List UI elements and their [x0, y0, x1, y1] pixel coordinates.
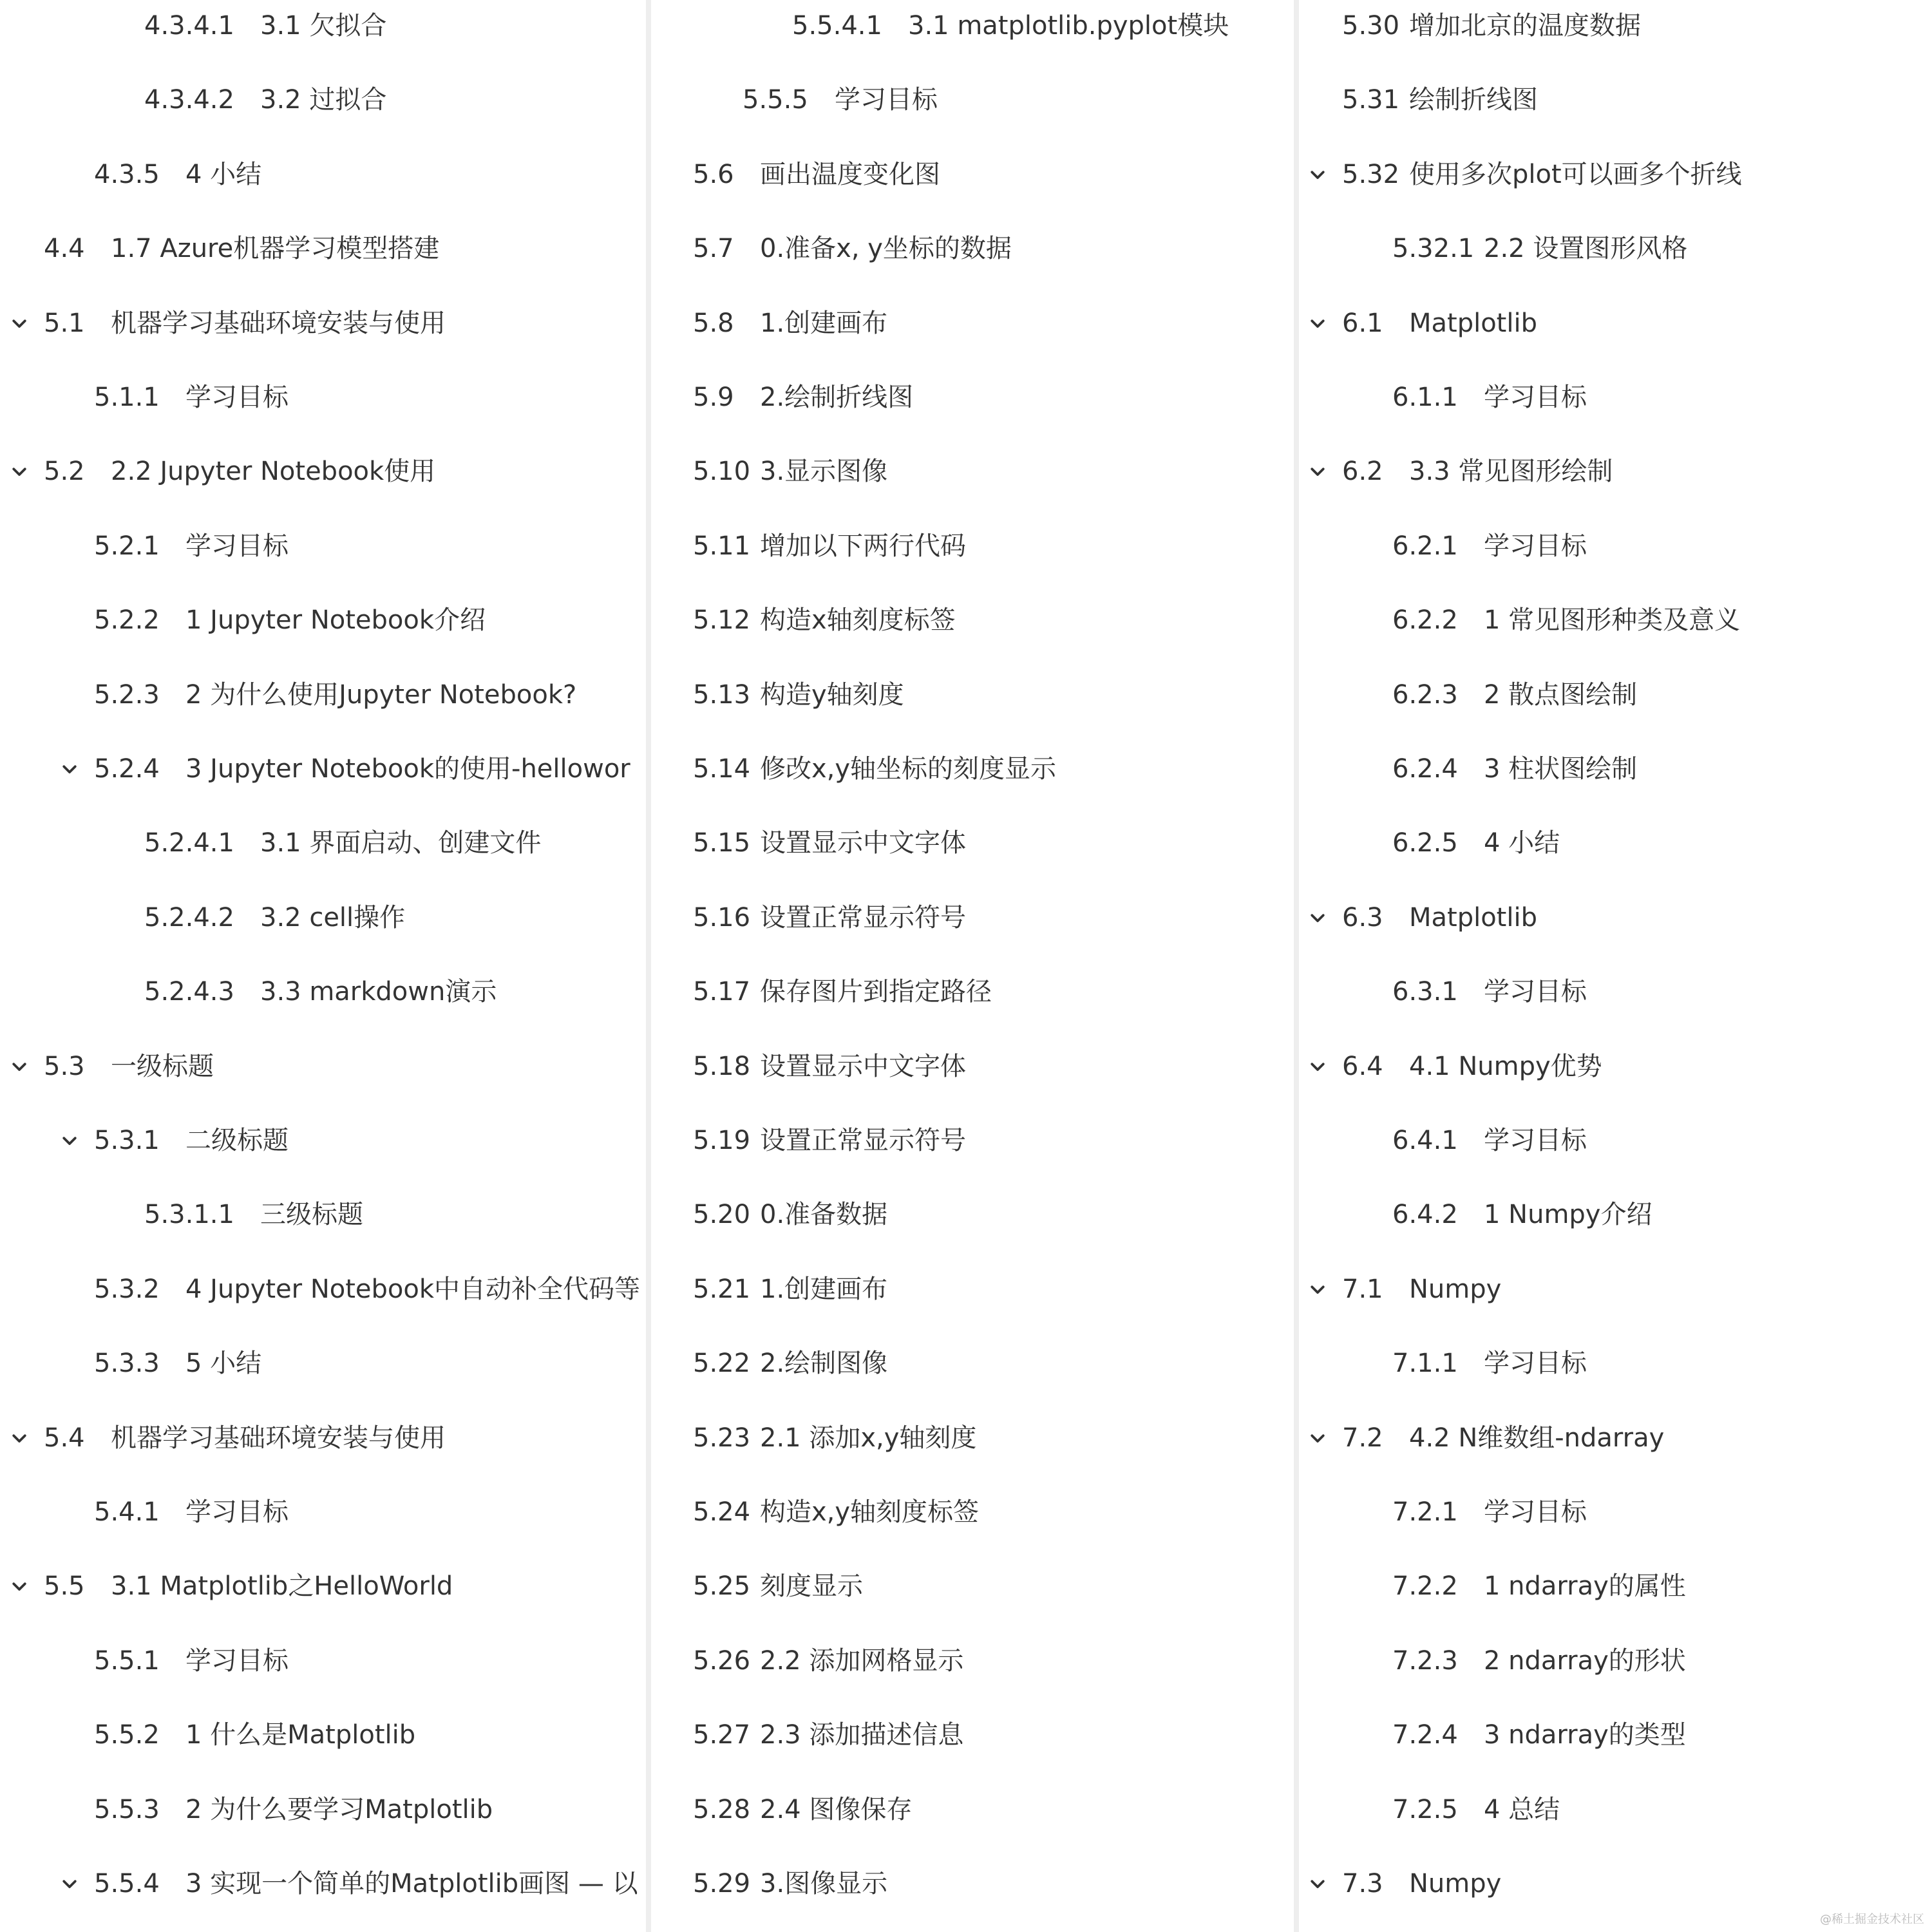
toc-item-title: 1 ndarray的属性: [1484, 1571, 1686, 1602]
toc-item-title: Matplotlib: [1409, 308, 1537, 338]
toc-item-number: 6.1: [1342, 308, 1383, 338]
toc-item-number: 5.23: [693, 1423, 751, 1453]
toc-item-title: 3.1 Matplotlib之HelloWorld: [111, 1571, 453, 1602]
toc-item-number: 5.3.1.1: [144, 1200, 234, 1230]
toc-item-title: 1.7 Azure机器学习模型搭建: [111, 234, 440, 264]
toc-item-title: 3.显示图像: [760, 457, 888, 487]
toc-item-number: 6.2.3: [1392, 679, 1458, 710]
toc-item-number: 5.16: [693, 902, 751, 933]
toc-item-title: 2.绘制图像: [760, 1349, 888, 1379]
toc-item-number: 5.28: [693, 1794, 751, 1824]
toc-item-number: 5.22: [693, 1349, 751, 1379]
chevron-down-icon[interactable]: [1303, 1052, 1332, 1081]
toc-item-7-1[interactable]: [1299, 1264, 1932, 1315]
watermark: @稀土掘金技术社区: [1820, 1913, 1924, 1926]
toc-item-5-17[interactable]: [651, 966, 1294, 1018]
toc-item-title: 学习目标: [185, 1497, 289, 1527]
toc-item-number: 6.4.1: [1392, 1126, 1458, 1155]
toc-item-5-9[interactable]: [651, 372, 1294, 423]
toc-item-number: 6.2.1: [1392, 531, 1458, 561]
toc-item-title: 3 Jupyter Notebook的使用-hellowor: [185, 754, 630, 784]
toc-item-title: 构造y轴刻度: [760, 679, 904, 710]
toc-item-title: 2.绘制折线图: [760, 383, 914, 412]
toc-item-title: 3 实现一个简单的Matplotlib画图 — 以: [185, 1869, 638, 1899]
toc-item-5-3-1[interactable]: [0, 1115, 646, 1166]
toc-item-7-2-2[interactable]: [1299, 1560, 1932, 1612]
chevron-down-icon[interactable]: [1303, 1275, 1332, 1303]
toc-item-number: 5.4: [44, 1423, 85, 1453]
toc-item-5-3-1-1[interactable]: [0, 1189, 646, 1240]
toc-item-5-2-4-3[interactable]: [0, 966, 646, 1018]
toc-item-number: 4.3.4.2: [144, 85, 234, 115]
toc-item-title: 3.1 界面启动、创建文件: [260, 828, 542, 858]
toc-item-title: 3.1 欠拟合: [260, 11, 387, 41]
toc-item-number: 5.5.5: [743, 85, 808, 115]
toc-item-5-8[interactable]: [651, 298, 1294, 349]
toc-item-5-27[interactable]: [651, 1709, 1294, 1761]
toc-item-number: 5.1.1: [94, 383, 160, 412]
toc-item-5-2-4-1[interactable]: [0, 817, 646, 869]
toc-item-number: 5.2.4.2: [144, 902, 234, 933]
toc-item-title: 3.图像显示: [760, 1869, 888, 1899]
toc-item-title: 学习目标: [1484, 531, 1587, 561]
toc-item-number: 5.5.1: [94, 1645, 160, 1676]
toc-item-5-3-3[interactable]: [0, 1338, 646, 1389]
toc-item-number: 4.4: [44, 234, 85, 264]
toc-item-title: 4.2 N维数组-ndarray: [1409, 1423, 1665, 1453]
toc-item-title: 三级标题: [260, 1200, 363, 1230]
chevron-down-icon[interactable]: [55, 1126, 84, 1155]
toc-item-title: 设置显示中文字体: [760, 828, 966, 858]
toc-item-title: 2.1 添加x,y轴刻度: [760, 1423, 977, 1453]
toc-item-4-3-4-2[interactable]: [0, 74, 646, 126]
toc-item-title: 设置正常显示符号: [760, 902, 966, 933]
toc-item-number: 7.2: [1342, 1423, 1383, 1453]
toc-item-title: 1.创建画布: [760, 1274, 888, 1304]
toc-item-title: 刻度显示: [760, 1571, 863, 1602]
toc-item-number: 5.8: [693, 308, 734, 338]
toc-item-number: 7.1.1: [1392, 1349, 1458, 1379]
toc-item-number: 5.5: [44, 1571, 85, 1602]
toc-item-title: 增加北京的温度数据: [1409, 11, 1641, 41]
toc-item-number: 5.12: [693, 605, 751, 636]
toc-item-5-25[interactable]: [651, 1560, 1294, 1612]
toc-item-number: 6.2.4: [1392, 754, 1458, 784]
toc-item-number: 6.1.1: [1392, 383, 1458, 412]
toc-item-title: 3.3 常见图形绘制: [1409, 457, 1613, 487]
toc-item-title: 设置正常显示符号: [760, 1126, 966, 1155]
toc-item-title: 机器学习基础环境安装与使用: [111, 308, 446, 338]
toc-item-number: 5.2.2: [94, 605, 160, 636]
toc-item-5-4[interactable]: [0, 1412, 646, 1464]
toc-item-5-31[interactable]: [1299, 74, 1932, 126]
toc-item-5-1-1[interactable]: [0, 372, 646, 423]
toc-item-number: 5.26: [693, 1645, 751, 1676]
toc-item-title: 构造x轴刻度标签: [760, 605, 956, 636]
toc-item-title: 3 柱状图绘制: [1484, 754, 1638, 784]
toc-item-title: 3.1 matplotlib.pyplot模块: [908, 11, 1229, 41]
toc-item-number: 6.4: [1342, 1051, 1383, 1081]
toc-item-5-14[interactable]: [651, 743, 1294, 795]
toc-item-4-3-4-1[interactable]: [0, 0, 646, 52]
toc-item-5-16[interactable]: [651, 892, 1294, 943]
toc-item-title: 绘制折线图: [1409, 85, 1538, 115]
toc-item-title: 构造x,y轴刻度标签: [760, 1497, 980, 1527]
toc-item-title: 1 常见图形种类及意义: [1484, 605, 1741, 636]
toc-item-title: 二级标题: [185, 1126, 289, 1155]
toc-item-title: 2 为什么要学习Matplotlib: [185, 1794, 493, 1824]
toc-item-5-32[interactable]: [1299, 149, 1932, 200]
toc-item-title: 2.2 添加网格显示: [760, 1645, 964, 1676]
toc-item-5-29[interactable]: [651, 1858, 1294, 1909]
chevron-down-icon[interactable]: [1303, 309, 1332, 337]
toc-item-title: 学习目标: [185, 531, 289, 561]
toc-item-7-2-1[interactable]: [1299, 1486, 1932, 1538]
toc-item-5-5-3[interactable]: [0, 1784, 646, 1835]
toc-item-number: 5.24: [693, 1497, 751, 1527]
toc-item-number: 4.3.5: [94, 159, 160, 189]
toc-item-number: 5.5.2: [94, 1720, 160, 1750]
toc-column-1: [0, 0, 646, 1932]
toc-item-number: 6.2: [1342, 457, 1383, 487]
toc-item-title: 5 小结: [185, 1349, 262, 1379]
toc-item-6-2[interactable]: [1299, 446, 1932, 497]
toc-item-number: 7.2.3: [1392, 1645, 1458, 1676]
toc-item-5-10[interactable]: [651, 446, 1294, 497]
toc-item-title: 1 Numpy介绍: [1484, 1200, 1653, 1230]
toc-item-7-2-4[interactable]: [1299, 1709, 1932, 1761]
toc-item-number: 6.3.1: [1392, 977, 1458, 1007]
toc-item-4-3-5[interactable]: [0, 149, 646, 200]
toc-item-7-3[interactable]: [1299, 1858, 1932, 1909]
toc-item-5-5-5[interactable]: [651, 74, 1294, 126]
toc-item-title: 4 总结: [1484, 1794, 1560, 1824]
toc-item-number: 5.27: [693, 1720, 751, 1750]
toc-item-5-2-3[interactable]: [0, 669, 646, 721]
toc-item-number: 5.31: [1342, 85, 1400, 115]
toc-item-5-2-4-2[interactable]: [0, 892, 646, 943]
toc-item-title: 4 小结: [185, 159, 262, 189]
toc-item-number: 7.2.2: [1392, 1571, 1458, 1602]
toc-item-6-4[interactable]: [1299, 1041, 1932, 1092]
toc-item-5-23[interactable]: [651, 1412, 1294, 1464]
chevron-down-icon[interactable]: [5, 1052, 33, 1081]
toc-item-5-2[interactable]: [0, 446, 646, 497]
toc-item-5-20[interactable]: [651, 1189, 1294, 1240]
toc-item-number: 7.2.4: [1392, 1720, 1458, 1750]
toc-item-number: 5.3.3: [94, 1349, 160, 1379]
toc-item-number: 5.6: [693, 159, 734, 189]
toc-item-number: 5.14: [693, 754, 751, 784]
toc-item-title: 0.准备数据: [760, 1200, 888, 1230]
toc-item-5-3[interactable]: [0, 1041, 646, 1092]
chevron-down-icon[interactable]: [5, 1572, 33, 1600]
toc-item-number: 5.17: [693, 977, 751, 1007]
toc-item-6-4-2[interactable]: [1299, 1189, 1932, 1240]
toc-item-number: 5.3.1: [94, 1126, 160, 1155]
toc-item-7-2[interactable]: [1299, 1412, 1932, 1464]
toc-item-title: 修改x,y轴坐标的刻度显示: [760, 754, 1057, 784]
toc-item-5-2-2[interactable]: [0, 594, 646, 646]
chevron-down-icon[interactable]: [5, 309, 33, 337]
toc-item-number: 5.20: [693, 1200, 751, 1230]
toc-item-5-4-1[interactable]: [0, 1486, 646, 1538]
toc-item-5-15[interactable]: [651, 817, 1294, 869]
toc-item-6-4-1[interactable]: [1299, 1115, 1932, 1166]
toc-item-title: 学习目标: [1484, 383, 1587, 412]
toc-item-number: 7.2.5: [1392, 1794, 1458, 1824]
toc-item-title: 学习目标: [835, 85, 938, 115]
toc-item-number: 5.18: [693, 1051, 751, 1081]
toc-item-title: 3 ndarray的类型: [1484, 1720, 1686, 1750]
toc-item-title: 2.2 设置图形风格: [1484, 234, 1688, 264]
chevron-down-icon[interactable]: [55, 755, 84, 783]
toc-item-number: 5.5.4: [94, 1869, 160, 1899]
toc-item-5-5-2[interactable]: [0, 1709, 646, 1761]
toc-item-title: Numpy: [1409, 1869, 1502, 1899]
toc-item-4-4[interactable]: [0, 223, 646, 274]
toc-item-title: 画出温度变化图: [760, 159, 940, 189]
toc-item-number: 5.2.4.1: [144, 828, 234, 858]
toc-item-title: 2.2 Jupyter Notebook使用: [111, 457, 436, 487]
toc-item-5-28[interactable]: [651, 1784, 1294, 1835]
toc-item-number: 5.2.4: [94, 754, 160, 784]
column-divider: [1294, 0, 1299, 1932]
toc-item-6-2-1[interactable]: [1299, 520, 1932, 572]
toc-item-number: 5.1: [44, 308, 85, 338]
toc-item-title: 1 什么是Matplotlib: [185, 1720, 416, 1750]
toc-item-5-24[interactable]: [651, 1486, 1294, 1538]
chevron-down-icon[interactable]: [1303, 160, 1332, 189]
toc-item-title: 学习目标: [1484, 1349, 1587, 1379]
toc-item-number: 7.1: [1342, 1274, 1383, 1304]
toc-item-title: 学习目标: [1484, 1497, 1587, 1527]
toc-item-title: 学习目标: [185, 383, 289, 412]
toc-item-6-3[interactable]: [1299, 892, 1932, 943]
toc-item-title: 2.3 添加描述信息: [760, 1720, 964, 1750]
toc-item-5-7[interactable]: [651, 223, 1294, 274]
toc-item-title: 一级标题: [111, 1051, 214, 1081]
toc-item-title: 3.2 cell操作: [260, 902, 406, 933]
toc-item-6-2-2[interactable]: [1299, 594, 1932, 646]
toc-item-6-2-4[interactable]: [1299, 743, 1932, 795]
toc-item-title: 0.准备x, y坐标的数据: [760, 234, 1012, 264]
toc-item-title: 学习目标: [1484, 977, 1587, 1007]
toc-item-number: 5.2.4.3: [144, 977, 234, 1007]
toc-item-5-21[interactable]: [651, 1264, 1294, 1315]
toc-item-number: 5.21: [693, 1274, 751, 1304]
toc-item-6-1[interactable]: [1299, 298, 1932, 349]
column-divider: [646, 0, 651, 1932]
toc-item-5-6[interactable]: [651, 149, 1294, 200]
toc-item-5-2-1[interactable]: [0, 520, 646, 572]
toc-item-number: 5.15: [693, 828, 751, 858]
toc-item-5-12[interactable]: [651, 594, 1294, 646]
toc-item-5-13[interactable]: [651, 669, 1294, 721]
toc-item-5-5-4[interactable]: [0, 1858, 646, 1909]
toc-item-number: 5.3.2: [94, 1274, 160, 1304]
chevron-down-icon[interactable]: [1303, 457, 1332, 486]
toc-item-number: 5.7: [693, 234, 734, 264]
toc-item-title: Matplotlib: [1409, 902, 1537, 933]
toc-item-number: 5.5.3: [94, 1794, 160, 1824]
toc-item-number: 4.3.4.1: [144, 11, 234, 41]
toc-item-number: 5.30: [1342, 11, 1400, 41]
toc-item-5-22[interactable]: [651, 1338, 1294, 1389]
toc-item-number: 5.10: [693, 457, 751, 487]
toc-item-5-2-4[interactable]: [0, 743, 646, 795]
toc-item-5-11[interactable]: [651, 520, 1294, 572]
toc-item-7-2-5[interactable]: [1299, 1784, 1932, 1835]
toc-item-title: 机器学习基础环境安装与使用: [111, 1423, 446, 1453]
toc-item-number: 5.32: [1342, 159, 1400, 189]
toc-item-title: 学习目标: [1484, 1126, 1587, 1155]
chevron-down-icon[interactable]: [1303, 1424, 1332, 1452]
chevron-down-icon[interactable]: [1303, 904, 1332, 932]
toc-item-5-5-1[interactable]: [0, 1635, 646, 1687]
toc-item-number: 5.2.3: [94, 679, 160, 710]
toc-item-number: 5.25: [693, 1571, 751, 1602]
toc-item-number: 6.3: [1342, 902, 1383, 933]
toc-item-5-32-1[interactable]: [1299, 223, 1932, 274]
toc-item-5-18[interactable]: [651, 1041, 1294, 1092]
toc-item-number: 5.29: [693, 1869, 751, 1899]
toc-item-5-5-4-1[interactable]: [651, 0, 1294, 52]
toc-item-number: 5.13: [693, 679, 751, 710]
toc-item-number: 5.9: [693, 383, 734, 412]
toc-item-5-19[interactable]: [651, 1115, 1294, 1166]
toc-item-5-1[interactable]: [0, 298, 646, 349]
toc-item-title: 3.2 过拟合: [260, 85, 387, 115]
toc-column-2: [651, 0, 1294, 1932]
chevron-down-icon[interactable]: [5, 1424, 33, 1452]
toc-item-title: 学习目标: [185, 1645, 289, 1676]
toc-item-title: 1 Jupyter Notebook介绍: [185, 605, 486, 636]
toc-item-5-3-2[interactable]: [0, 1264, 646, 1315]
toc-item-5-30[interactable]: [1299, 0, 1932, 52]
toc-item-title: 增加以下两行代码: [760, 531, 966, 561]
toc-item-number: 5.4.1: [94, 1497, 160, 1527]
toc-item-title: 设置显示中文字体: [760, 1051, 966, 1081]
toc-item-title: 4 Jupyter Notebook中自动补全代码等: [185, 1274, 641, 1304]
toc-item-6-1-1[interactable]: [1299, 372, 1932, 423]
toc-item-title: 3.3 markdown演示: [260, 977, 497, 1007]
toc-item-6-2-5[interactable]: [1299, 817, 1932, 869]
toc-item-title: Numpy: [1409, 1274, 1502, 1304]
toc-item-6-2-3[interactable]: [1299, 669, 1932, 721]
toc-item-title: 使用多次plot可以画多个折线: [1409, 159, 1742, 189]
toc-item-title: 2.4 图像保存: [760, 1794, 913, 1824]
toc-item-title: 1.创建画布: [760, 308, 888, 338]
toc-item-number: 5.3: [44, 1051, 85, 1081]
toc-item-number: 6.2.2: [1392, 605, 1458, 636]
toc-column-3: [1299, 0, 1932, 1932]
toc-item-number: 5.2.1: [94, 531, 160, 561]
toc-item-number: 7.2.1: [1392, 1497, 1458, 1527]
toc-item-number: 5.2: [44, 457, 85, 487]
toc-item-number: 5.19: [693, 1126, 751, 1155]
chevron-down-icon[interactable]: [55, 1870, 84, 1898]
toc-item-number: 5.32.1: [1392, 234, 1475, 264]
toc-item-title: 2 散点图绘制: [1484, 679, 1638, 710]
toc-item-7-2-3[interactable]: [1299, 1635, 1932, 1687]
toc-item-number: 6.2.5: [1392, 828, 1458, 858]
toc-item-number: 7.3: [1342, 1869, 1383, 1899]
toc-item-number: 5.5.4.1: [792, 11, 882, 41]
toc-item-6-3-1[interactable]: [1299, 966, 1932, 1018]
toc-item-5-26[interactable]: [651, 1635, 1294, 1687]
toc-item-title: 2 为什么使用Jupyter Notebook?: [185, 679, 577, 710]
toc-item-number: 5.11: [693, 531, 751, 561]
toc-item-title: 2 ndarray的形状: [1484, 1645, 1686, 1676]
chevron-down-icon[interactable]: [5, 457, 33, 486]
toc-item-title: 4.1 Numpy优势: [1409, 1051, 1602, 1081]
chevron-down-icon[interactable]: [1303, 1870, 1332, 1898]
toc-item-title: 4 小结: [1484, 828, 1560, 858]
toc-item-7-1-1[interactable]: [1299, 1338, 1932, 1389]
toc-item-number: 6.4.2: [1392, 1200, 1458, 1230]
toc-item-5-5[interactable]: [0, 1560, 646, 1612]
toc-item-title: 保存图片到指定路径: [760, 977, 992, 1007]
